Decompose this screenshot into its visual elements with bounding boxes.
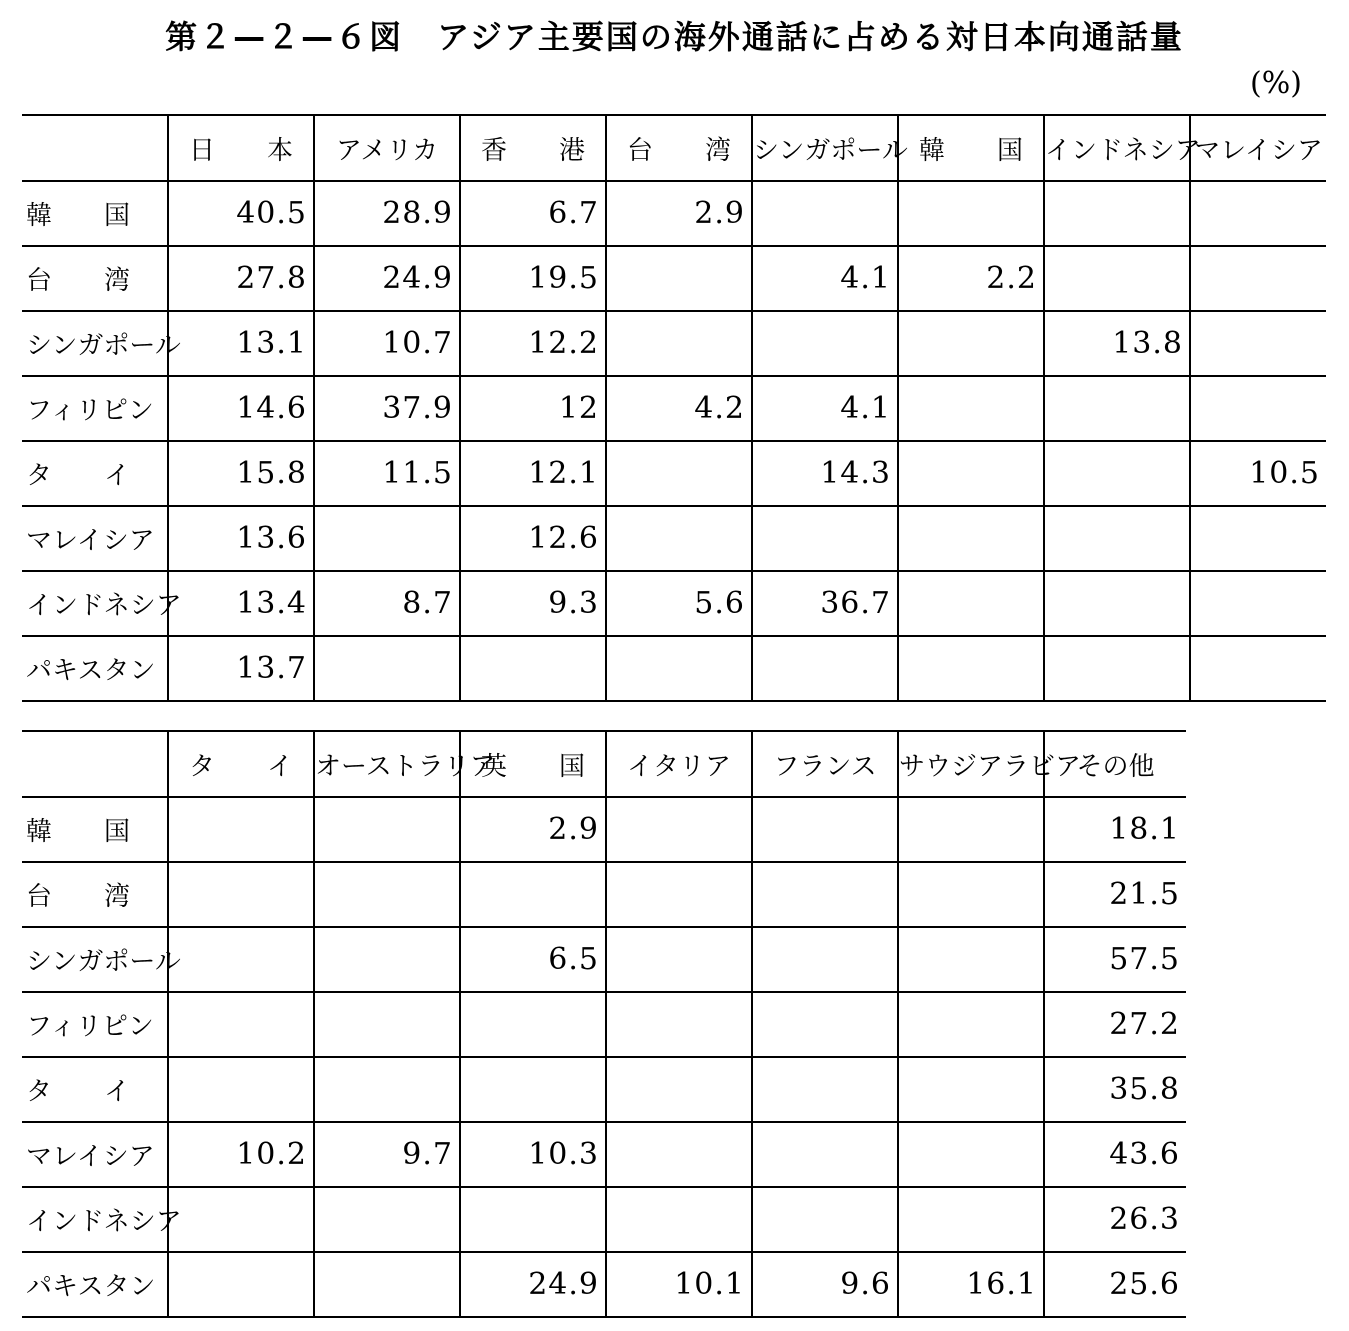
table-cell — [898, 1187, 1044, 1252]
column-header: 日 本 — [168, 115, 314, 181]
table-cell: 14.3 — [752, 441, 898, 506]
table-cell: 13.4 — [168, 571, 314, 636]
table-cell — [168, 992, 314, 1057]
table-cell — [314, 636, 460, 701]
row-header: タ イ — [22, 441, 168, 506]
table-cell — [1044, 506, 1190, 571]
column-header: サウジアラビア — [898, 731, 1044, 797]
column-header: タ イ — [168, 731, 314, 797]
table-cell — [168, 1187, 314, 1252]
column-header: イタリア — [606, 731, 752, 797]
table-cell — [1044, 571, 1190, 636]
table-cell: 15.8 — [168, 441, 314, 506]
table-cell — [606, 797, 752, 862]
column-header: インドネシア — [1044, 115, 1190, 181]
table-cell: 40.5 — [168, 181, 314, 246]
table-cell: 12.6 — [460, 506, 606, 571]
page-title: 第２—２—６図 アジア主要国の海外通話に占める対日本向通話量 — [165, 18, 1184, 56]
table-cell: 6.7 — [460, 181, 606, 246]
table-cell: 27.2 — [1044, 992, 1186, 1057]
table-cell — [314, 1057, 460, 1122]
table-cell: 26.3 — [1044, 1187, 1186, 1252]
row-header: 台 湾 — [22, 246, 168, 311]
table-cell — [752, 1187, 898, 1252]
table-cell — [460, 862, 606, 927]
table-cell — [898, 636, 1044, 701]
table-cell — [1190, 636, 1326, 701]
table-cell — [168, 862, 314, 927]
table-cell — [314, 927, 460, 992]
table-cell — [1044, 376, 1190, 441]
column-header: 香 港 — [460, 115, 606, 181]
table-cell: 12.2 — [460, 311, 606, 376]
table-cell — [168, 1252, 314, 1317]
row-header: シンガポール — [22, 311, 168, 376]
column-header: フランス — [752, 731, 898, 797]
table-cell — [1044, 636, 1190, 701]
column-header: 韓 国 — [898, 115, 1044, 181]
table-cell: 10.3 — [460, 1122, 606, 1187]
row-header: マレイシア — [22, 1122, 168, 1187]
table-cell: 4.2 — [606, 376, 752, 441]
table-2 — [22, 730, 1186, 1318]
table-row — [22, 311, 1326, 376]
table-cell — [606, 441, 752, 506]
table-cell — [752, 1057, 898, 1122]
table-cell: 5.6 — [606, 571, 752, 636]
table-row — [22, 927, 1186, 992]
table-cell — [314, 797, 460, 862]
table-cell — [1044, 441, 1190, 506]
table-cell — [752, 311, 898, 376]
table-row — [22, 441, 1326, 506]
table-cell — [314, 1187, 460, 1252]
table-row — [22, 571, 1326, 636]
table-row — [22, 1122, 1186, 1187]
table-row — [22, 797, 1186, 862]
table-cell — [314, 862, 460, 927]
table-cell: 13.1 — [168, 311, 314, 376]
header-row — [22, 731, 1186, 797]
table-cell: 13.8 — [1044, 311, 1190, 376]
column-header: オーストラリア — [314, 731, 460, 797]
table-cell — [606, 506, 752, 571]
table-cell — [898, 862, 1044, 927]
row-header: パキスタン — [22, 1252, 168, 1317]
table-cell — [606, 1187, 752, 1252]
table-cell — [752, 927, 898, 992]
table-cell — [314, 506, 460, 571]
table-cell — [606, 1122, 752, 1187]
table-cell — [606, 927, 752, 992]
table-cell — [1044, 246, 1190, 311]
header-row — [22, 115, 1326, 181]
unit-label: (%) — [1250, 66, 1302, 101]
table-cell — [1190, 246, 1326, 311]
table-cell: 43.6 — [1044, 1122, 1186, 1187]
table-row — [22, 1057, 1186, 1122]
table-cell: 2.9 — [460, 797, 606, 862]
table-cell: 2.2 — [898, 246, 1044, 311]
table-cell — [168, 1057, 314, 1122]
table-cell: 16.1 — [898, 1252, 1044, 1317]
row-header: 韓 国 — [22, 797, 168, 862]
table-row — [22, 246, 1326, 311]
table-row — [22, 636, 1326, 701]
table-cell: 4.1 — [752, 246, 898, 311]
table-cell — [898, 992, 1044, 1057]
column-header: マレイシア — [1190, 115, 1326, 181]
table-cell: 13.7 — [168, 636, 314, 701]
table-cell — [168, 797, 314, 862]
table-cell — [752, 506, 898, 571]
table-cell — [898, 571, 1044, 636]
column-header: 台 湾 — [606, 115, 752, 181]
table-cell — [898, 797, 1044, 862]
row-header: 台 湾 — [22, 862, 168, 927]
table-cell — [606, 1057, 752, 1122]
table-cell: 12.1 — [460, 441, 606, 506]
table-cell: 6.5 — [460, 927, 606, 992]
row-header: シンガポール — [22, 927, 168, 992]
table-cell — [314, 1252, 460, 1317]
table-cell — [752, 862, 898, 927]
table-row — [22, 992, 1186, 1057]
table-row — [22, 506, 1326, 571]
row-header: フィリピン — [22, 992, 168, 1057]
table-row — [22, 1187, 1186, 1252]
corner-cell — [22, 731, 168, 797]
table-cell: 19.5 — [460, 246, 606, 311]
table-cell — [168, 927, 314, 992]
row-header: フィリピン — [22, 376, 168, 441]
column-header: 英 国 — [460, 731, 606, 797]
table-cell: 9.3 — [460, 571, 606, 636]
table-cell: 27.8 — [168, 246, 314, 311]
row-header: タ イ — [22, 1057, 168, 1122]
table-cell — [314, 992, 460, 1057]
column-header: アメリカ — [314, 115, 460, 181]
table-cell — [460, 992, 606, 1057]
corner-cell — [22, 115, 168, 181]
table-cell: 37.9 — [314, 376, 460, 441]
table-cell — [898, 311, 1044, 376]
table-cell: 18.1 — [1044, 797, 1186, 862]
row-header: インドネシア — [22, 1187, 168, 1252]
table-cell — [1190, 311, 1326, 376]
table-cell — [752, 181, 898, 246]
table-cell: 2.9 — [606, 181, 752, 246]
table-cell: 12 — [460, 376, 606, 441]
table-row — [22, 376, 1326, 441]
table-cell: 35.8 — [1044, 1057, 1186, 1122]
table-cell — [606, 992, 752, 1057]
table-cell — [898, 376, 1044, 441]
table-cell: 9.6 — [752, 1252, 898, 1317]
column-header: その他 — [1044, 731, 1186, 797]
table-cell: 21.5 — [1044, 862, 1186, 927]
table-cell — [898, 441, 1044, 506]
table-cell: 24.9 — [314, 246, 460, 311]
table-cell: 24.9 — [460, 1252, 606, 1317]
table-cell — [460, 1187, 606, 1252]
table-cell — [1190, 376, 1326, 441]
table-cell: 14.6 — [168, 376, 314, 441]
table-cell — [606, 311, 752, 376]
table-cell — [752, 636, 898, 701]
table-cell: 36.7 — [752, 571, 898, 636]
table-cell — [1044, 181, 1190, 246]
table-cell — [752, 1122, 898, 1187]
row-header: インドネシア — [22, 571, 168, 636]
table-row — [22, 181, 1326, 246]
table-cell: 11.5 — [314, 441, 460, 506]
table-cell: 28.9 — [314, 181, 460, 246]
table-cell — [1190, 181, 1326, 246]
table-cell — [606, 636, 752, 701]
table-row — [22, 1252, 1186, 1317]
table-cell: 4.1 — [752, 376, 898, 441]
row-header: マレイシア — [22, 506, 168, 571]
table-cell — [606, 862, 752, 927]
table-cell — [460, 1057, 606, 1122]
table-cell — [752, 797, 898, 862]
row-header: パキスタン — [22, 636, 168, 701]
table-cell — [752, 992, 898, 1057]
row-header: 韓 国 — [22, 181, 168, 246]
table-cell — [898, 927, 1044, 992]
table-cell: 10.2 — [168, 1122, 314, 1187]
table-cell: 13.6 — [168, 506, 314, 571]
table-cell: 10.5 — [1190, 441, 1326, 506]
table-cell: 25.6 — [1044, 1252, 1186, 1317]
table-cell: 10.7 — [314, 311, 460, 376]
table-cell: 57.5 — [1044, 927, 1186, 992]
table-cell — [898, 1057, 1044, 1122]
table-cell: 9.7 — [314, 1122, 460, 1187]
table-cell — [898, 181, 1044, 246]
table-cell — [898, 506, 1044, 571]
table-cell: 10.1 — [606, 1252, 752, 1317]
table-cell — [606, 246, 752, 311]
table-cell — [1190, 571, 1326, 636]
table-cell — [1190, 506, 1326, 571]
table-1 — [22, 114, 1326, 702]
table-row — [22, 862, 1186, 927]
column-header: シンガポール — [752, 115, 898, 181]
table-cell — [898, 1122, 1044, 1187]
table-cell — [460, 636, 606, 701]
table-cell: 8.7 — [314, 571, 460, 636]
